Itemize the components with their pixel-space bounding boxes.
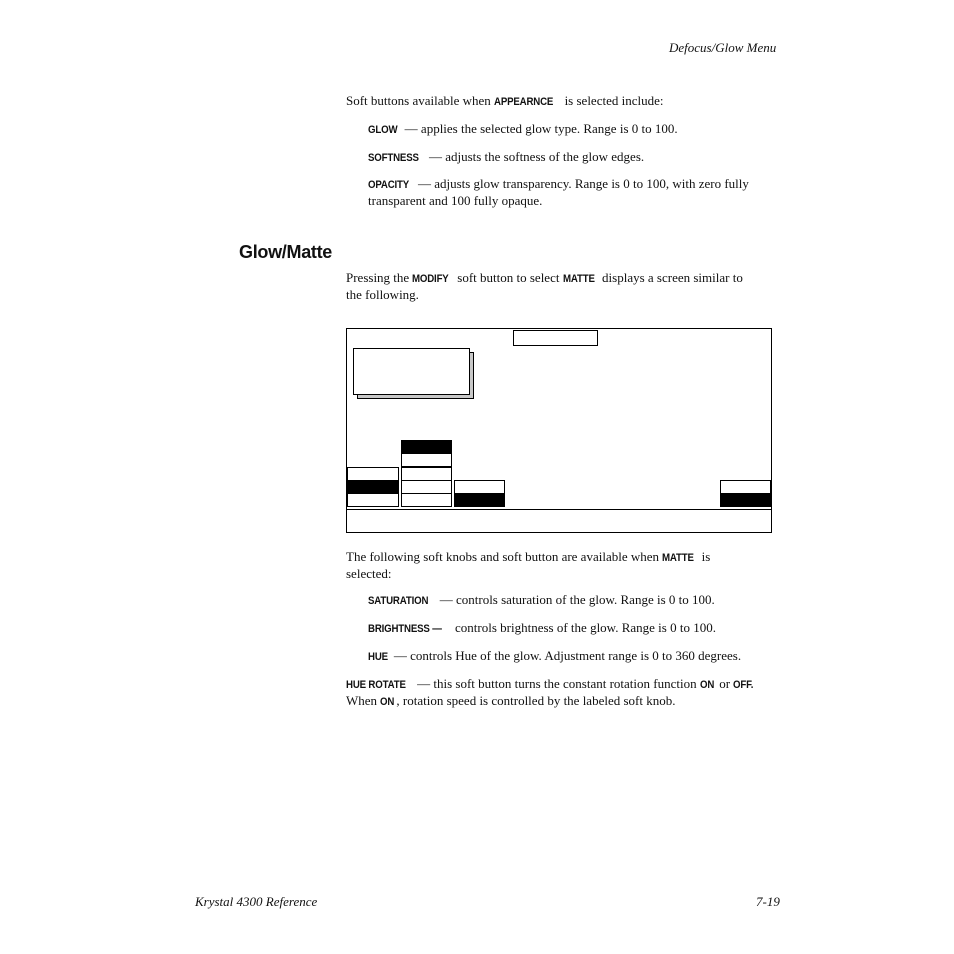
soft-button-1a[interactable] <box>347 467 399 481</box>
item-softness <box>368 149 644 166</box>
hue-rotate-paragraph <box>346 676 786 710</box>
soft-button-2b[interactable] <box>401 453 452 467</box>
following-text: The following soft knobs and soft button are available when <box>346 549 663 564</box>
item-opacity-text-line2: transparent and 100 fully opaque. <box>368 193 543 208</box>
item-softness-text: — adjusts the softness of the glow edges. <box>425 149 645 164</box>
item-saturation <box>368 592 715 609</box>
keyword-hue: HUE <box>368 651 388 663</box>
soft-button-1c[interactable] <box>347 493 399 507</box>
following-text-end: is <box>698 549 711 564</box>
pressing-text-mid: soft button to select <box>454 270 563 285</box>
keyword-saturation: SATURATION <box>368 595 429 607</box>
soft-button-3b[interactable] <box>454 493 505 507</box>
item-brightness-text: controls brightness of the glow. Range is 0 to 100. <box>451 620 716 635</box>
intro-paragraph <box>346 93 663 110</box>
following-paragraph <box>346 549 786 582</box>
keyword-softness: SOFTNESS <box>368 152 419 164</box>
screen-title-box <box>513 330 598 346</box>
keyword-appearnce: APPEARNCE <box>494 96 554 108</box>
soft-button-2c[interactable] <box>401 467 452 481</box>
soft-button-3a[interactable] <box>454 480 505 494</box>
intro-text-end: is selected include: <box>561 93 664 108</box>
soft-button-2d[interactable] <box>401 480 452 494</box>
item-glow-text: — applies the selected glow type. Range is 0 to 100. <box>401 121 678 136</box>
item-hue <box>368 648 741 665</box>
item-saturation-text: — controls saturation of the glow. Range is 0 to 100. <box>436 592 715 607</box>
keyword-brightness: BRIGHTNESS — <box>368 623 442 635</box>
soft-button-1b[interactable] <box>347 480 399 494</box>
intro-text: Soft buttons available when <box>346 93 495 108</box>
soft-button-2e[interactable] <box>401 493 452 507</box>
keyword-on-2: ON <box>380 696 395 708</box>
keyword-off: OFF. <box>733 679 754 691</box>
hue-rotate-or: or <box>715 676 734 691</box>
soft-button-right-a[interactable] <box>720 480 771 494</box>
keyword-modify: MODIFY <box>412 273 450 285</box>
hue-rotate-text: — this soft button turns the constant rotation function <box>413 676 700 691</box>
soft-button-right-b[interactable] <box>720 493 771 507</box>
keyword-on: ON <box>699 679 715 691</box>
pressing-paragraph <box>346 270 786 303</box>
item-brightness <box>368 620 716 637</box>
footer-title: Krystal 4300 Reference <box>195 894 318 909</box>
section-heading: Glow/Matte <box>239 242 333 262</box>
soft-button-2a[interactable] <box>401 440 452 454</box>
info-panel <box>353 348 470 395</box>
keyword-opacity: OPACITY <box>368 179 410 191</box>
pressing-text-end: displays a screen similar to <box>598 270 743 285</box>
keyword-hue-rotate: HUE ROTATE <box>346 679 406 691</box>
keyword-glow: GLOW <box>368 124 398 136</box>
keyword-matte-2: MATTE <box>662 552 695 564</box>
following-text-line2: selected: <box>346 566 392 581</box>
menu-screen-diagram <box>346 328 772 533</box>
pressing-text: Pressing the <box>346 270 413 285</box>
pressing-text-line2: the following. <box>346 287 419 302</box>
page-number: 7-19 <box>756 894 780 909</box>
item-hue-text: — controls Hue of the glow. Adjustment range is 0 to 360 degrees. <box>390 648 742 663</box>
running-header: Defocus/Glow Menu <box>669 40 777 55</box>
item-glow <box>368 121 678 138</box>
item-opacity <box>368 176 788 209</box>
hue-rotate-line2-post: , rotation speed is controlled by the labeled soft knob. <box>396 693 676 708</box>
item-opacity-text: — adjusts glow transparency. Range is 0 to 100, with zero fully <box>414 176 749 191</box>
keyword-matte: MATTE <box>562 273 595 285</box>
bottom-bar-divider <box>347 509 771 510</box>
hue-rotate-line2-pre: When <box>346 693 381 708</box>
